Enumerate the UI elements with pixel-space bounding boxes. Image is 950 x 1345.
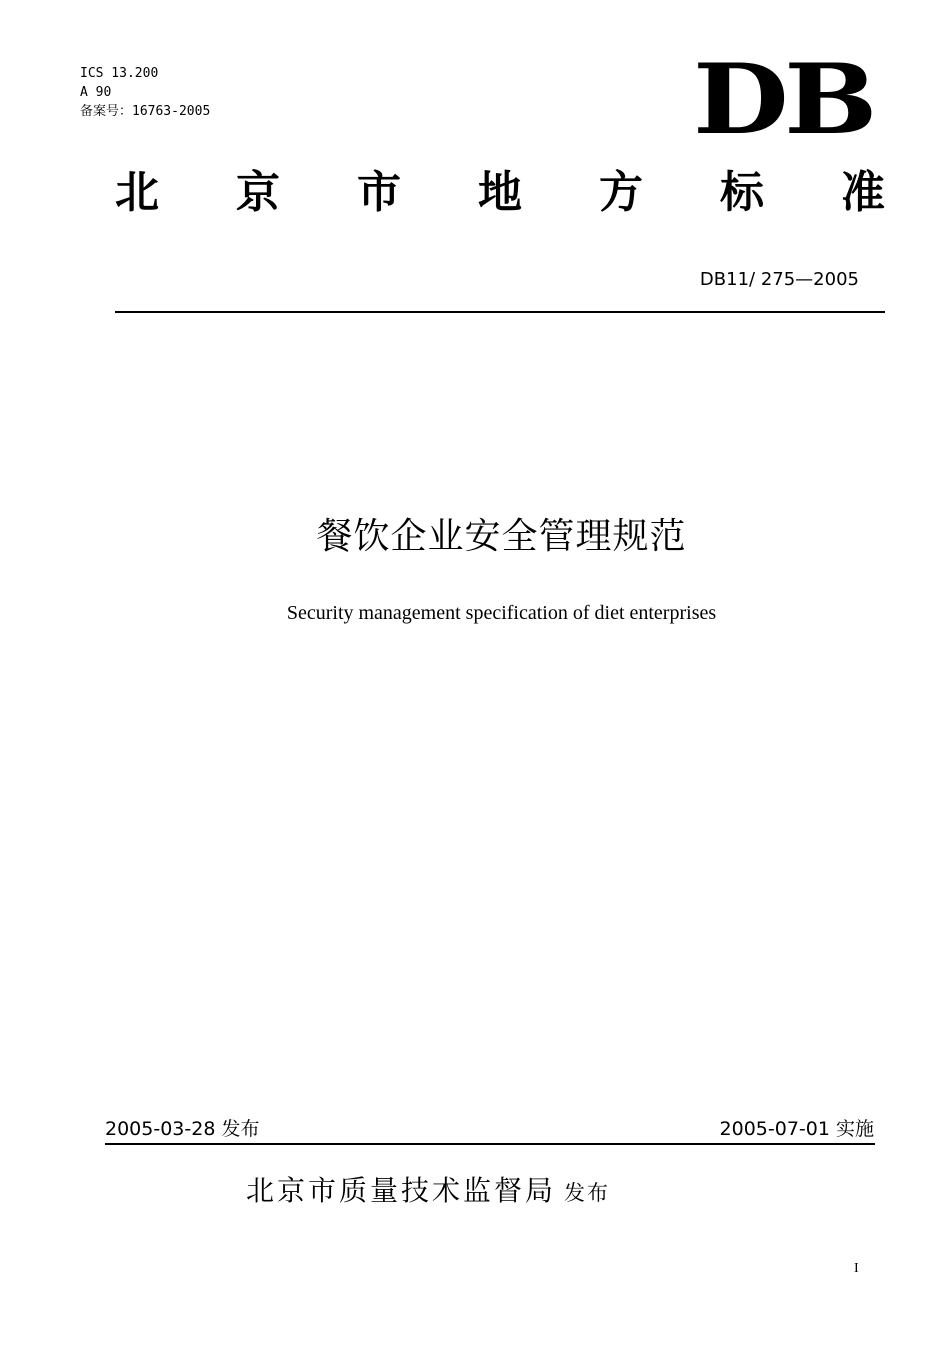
implementation-label: 实施 <box>835 1118 874 1140</box>
ccs-code: A 90 <box>80 85 112 100</box>
issue-label: 发布 <box>221 1118 260 1140</box>
issue-date-line <box>105 1117 259 1141</box>
standard-type-char: 准 <box>841 167 885 218</box>
page-number: I <box>854 1261 859 1276</box>
ics-code: ICS 13.200 <box>80 66 159 81</box>
standard-type-char: 市 <box>357 167 401 218</box>
standard-type-heading <box>115 165 885 221</box>
issuer-name: 北京市质量技术监督局 <box>246 1174 557 1207</box>
implementation-date: 2005-07-01 <box>719 1118 830 1140</box>
standard-type-char: 地 <box>478 167 522 218</box>
implementation-date-line <box>720 1117 874 1141</box>
document-title-en: Security management specification of diet enterprises <box>286 602 717 624</box>
standard-type-char: 京 <box>236 167 280 218</box>
standard-type-char: 标 <box>720 167 764 218</box>
document-title-cn: 餐饮企业安全管理规范 <box>316 516 687 557</box>
issuer-line <box>246 1172 610 1212</box>
header-divider <box>115 311 885 313</box>
db-logo: DB <box>693 43 873 156</box>
footer-divider <box>105 1143 875 1145</box>
standard-metadata <box>80 64 210 121</box>
standard-number: DB11/ 275—2005 <box>699 269 859 290</box>
issuer-suffix: 发布 <box>564 1181 611 1205</box>
standard-type-char: 方 <box>599 167 643 218</box>
standard-type-char: 北 <box>115 167 159 218</box>
record-number: 备案号：16763-2005 <box>80 104 211 119</box>
issue-date: 2005-03-28 <box>105 1118 216 1140</box>
